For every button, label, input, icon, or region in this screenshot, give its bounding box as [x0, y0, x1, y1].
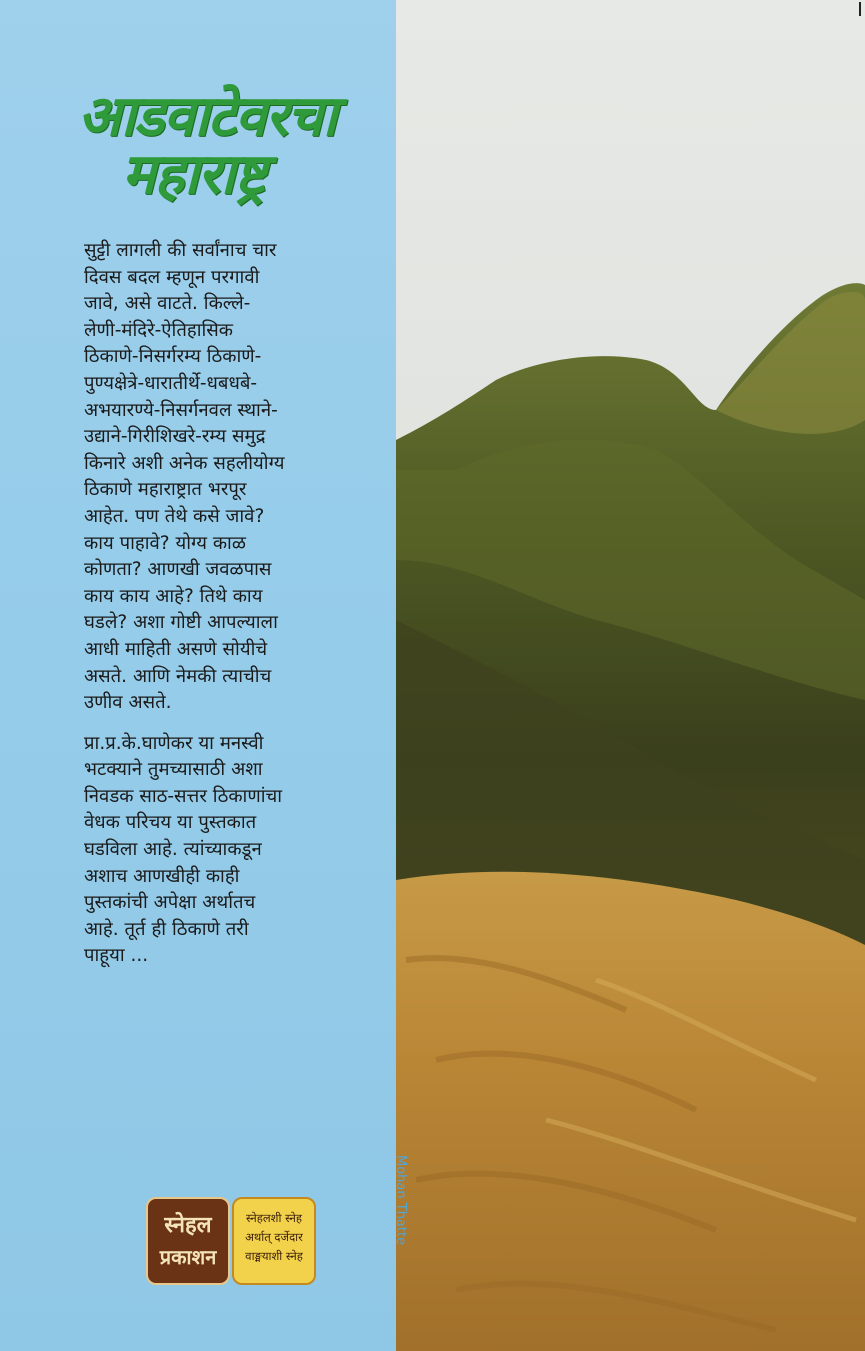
book-title-line-2: महाराष्ट्र [122, 142, 266, 207]
blurb-line: आहेत. पण तेथे कसे जावे? [84, 505, 265, 527]
corner-mark [859, 2, 861, 16]
blurb-line: असते. आणि नेमकी त्याचीच [84, 665, 272, 687]
back-cover-text-panel [0, 0, 412, 1351]
blurb-line: आधी माहिती असणे सोयीचे [84, 638, 268, 660]
blurb-line: उणीव असते. [84, 692, 172, 714]
blurb-line: कोणता? आणखी जवळपास [84, 559, 272, 581]
blurb-line: लेणी-मंदिरे-ऐतिहासिक [84, 319, 233, 341]
cover-photo-mountain-grassland [396, 0, 865, 1351]
blurb-line: अभयारण्ये-निसर्गनवल स्थाने- [84, 399, 278, 421]
blurb-line: सुट्टी लागली की सर्वांनाच चार [84, 240, 277, 261]
book-title-line-1: आडवाटेवरचा [78, 84, 337, 149]
photo-credit: Mohan Thatte [393, 1155, 408, 1246]
blurb-line: घडले? अशा गोष्टी आपल्याला [84, 612, 278, 634]
publisher-name-line-2: प्रकाशन [159, 1245, 217, 1269]
landscape-illustration [396, 0, 865, 1351]
blurb-line: घडविला आहे. त्यांच्याकडून [84, 839, 262, 861]
blurb-line: अशाच आणखीही काही [84, 865, 240, 887]
blurb-paragraph-1 [84, 238, 384, 717]
blurb-paragraph-2 [84, 731, 384, 970]
blurb-line: काय पाहावे? योग्य काळ [84, 532, 246, 554]
blurb-line: प्रा.प्र.के.घाणेकर या मनस्वी [84, 732, 264, 754]
blurb [84, 238, 384, 970]
blurb-line: पाहूया ... [84, 945, 149, 967]
publisher-tagline-line: अर्थात् दर्जेदार [245, 1230, 303, 1244]
publisher-logo [146, 1197, 318, 1285]
blurb-line: काय काय आहे? तिथे काय [84, 585, 263, 607]
publisher-name-line-1: स्नेहल [164, 1213, 212, 1238]
blurb-line: उद्याने-गिरीशिखरे-रम्य समुद्र [84, 426, 266, 448]
blurb-line: ठिकाणे-निसर्गरम्य ठिकाणे- [84, 346, 262, 368]
blurb-line: पुस्तकांची अपेक्षा अर्थातच [84, 892, 256, 914]
blurb-line: जावे, असे वाटते. किल्ले- [84, 293, 251, 315]
blurb-line: दिवस बदल म्हणून परगावी [84, 266, 260, 288]
publisher-tagline-line: स्नेहलशी स्नेह [245, 1211, 302, 1225]
publisher-tagline-box [232, 1197, 316, 1285]
blurb-line: भटक्याने तुमच्यासाठी अशा [84, 759, 263, 781]
blurb-line: आहे. तूर्त ही ठिकाणे तरी [84, 918, 249, 940]
publisher-tagline-line: वाङ्मयाशी स्नेह [245, 1249, 303, 1263]
blurb-line: पुण्यक्षेत्रे-धारातीर्थे-धबधबे- [84, 372, 258, 394]
blurb-line: निवडक साठ-सत्तर ठिकाणांचा [84, 785, 283, 807]
book-title [78, 84, 378, 207]
publisher-name-box [146, 1197, 230, 1285]
blurb-line: ठिकाणे महाराष्ट्रात भरपूर [84, 479, 247, 501]
blurb-line: किनारे अशी अनेक सहलीयोग्य [84, 452, 285, 474]
blurb-line: वेधक परिचय या पुस्तकात [84, 812, 257, 834]
